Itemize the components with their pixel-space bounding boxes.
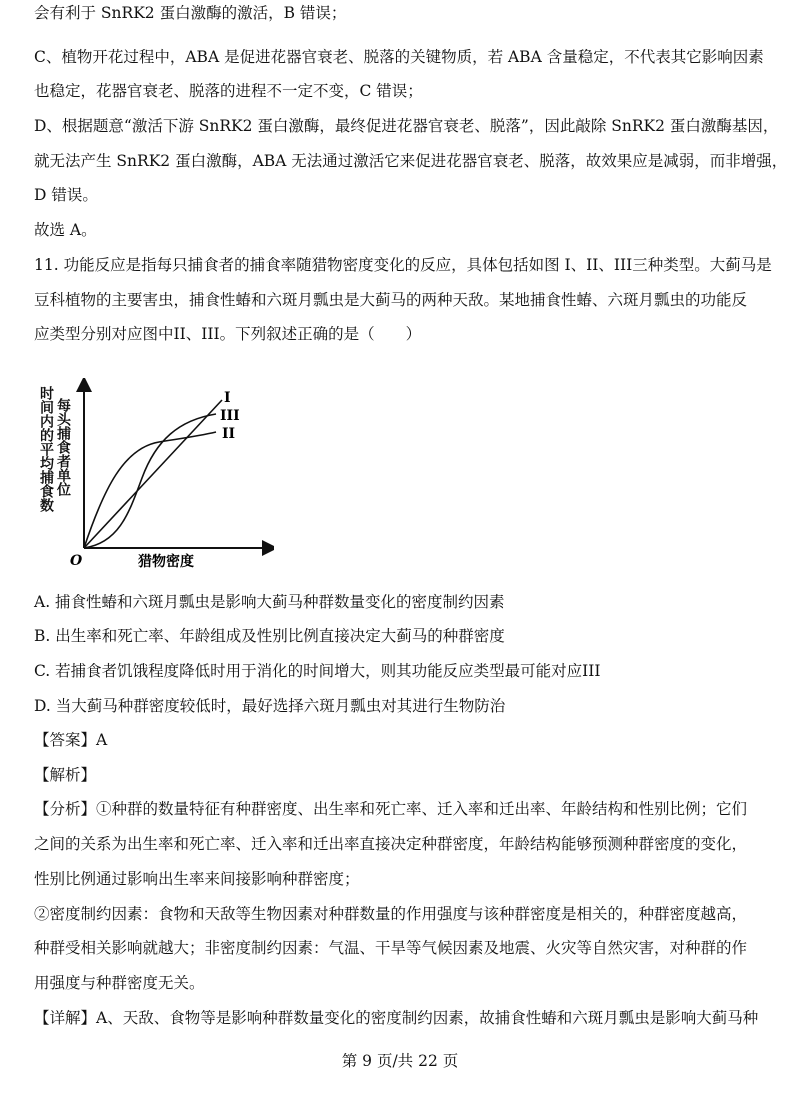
page-footer: 第 9 页/共 22 页: [341, 1052, 459, 1070]
curve-ii: [84, 432, 216, 548]
analysis-heading: 【解析】: [34, 766, 97, 784]
answer-line: 【答案】A: [34, 731, 108, 749]
analysis-line: ②密度制约因素：食物和天敌等生物因素对种群数量的作用强度与该种群密度是相关的，种群密度越高，: [34, 905, 748, 923]
question-line: 应类型分别对应图中II、III。下列叙述正确的是（ ）: [34, 325, 422, 343]
paragraph-line: D 错误。: [34, 186, 98, 204]
paragraph-line: C、植物开花过程中，ABA 是促进花器官衰老、脱落的关键物质，若 ABA 含量稳定，不代表其它影响因素: [34, 48, 764, 66]
paragraph-line: 就无法产生 SnRK2 蛋白激酶，ABA 无法通过激活它来促进花器官衰老、脱落，故效果应是减弱，而非增强，: [34, 152, 788, 170]
question-line: 豆科植物的主要害虫，捕食性蝽和六斑月瓢虫是大蓟马的两种天敌。某地捕食性蝽、六斑月瓢虫的功能反: [34, 291, 748, 309]
y-axis-label-col2: 时间内的平均捕食数: [38, 386, 54, 512]
analysis-line: 【分析】①种群的数量特征有种群密度、出生率和死亡率、迁入率和迁出率、年龄结构和性别比例；它们: [34, 800, 748, 818]
y-axis-label-col1: 每头捕食者单位: [55, 398, 71, 496]
curve-i: [84, 400, 222, 548]
paragraph-line: 会有利于 SnRK2 蛋白激酶的激活，B 错误；: [34, 4, 347, 22]
option-a: A. 捕食性蝽和六斑月瓢虫是影响大蓟马种群数量变化的密度制约因素: [34, 593, 505, 611]
functional-response-figure: [34, 378, 274, 574]
paragraph-line: 故选 A。: [34, 221, 97, 239]
analysis-line: 种群受相关影响就越大；非密度制约因素：气温、干旱等气候因素及地震、火灾等自然灾害，对种群的作: [34, 939, 748, 957]
option-d: D. 当大蓟马种群密度较低时，最好选择六斑月瓢虫对其进行生物防治: [34, 697, 506, 715]
analysis-line: 【详解】A、天敌、食物等是影响种群数量变化的密度制约因素，故捕食性蝽和六斑月瓢虫是影响大蓟马种: [34, 1009, 759, 1027]
x-axis-label: 猎物密度: [138, 554, 194, 570]
origin-label: O: [70, 553, 83, 569]
analysis-line: 用强度与种群密度无关。: [34, 974, 205, 992]
option-b: B. 出生率和死亡率、年龄组成及性别比例直接决定大蓟马的种群密度: [34, 627, 505, 645]
option-c: C. 若捕食者饥饿程度降低时用于消化的时间增大，则其功能反应类型最可能对应III: [34, 662, 601, 680]
paragraph-line: D、根据题意“激活下游 SnRK2 蛋白激酶，最终促进花器官衰老、脱落”，因此敲除 SnRK2 蛋白激酶基因，: [34, 117, 779, 135]
paragraph-line: 也稳定，花器官衰老、脱落的进程不一定不变，C 错误；: [34, 82, 423, 100]
analysis-line: 之间的关系为出生率和死亡率、迁入率和迁出率直接决定种群密度，年龄结构能够预测种群密度的变化，: [34, 835, 748, 853]
analysis-line: 性别比例通过影响出生率来间接影响种群密度；: [34, 870, 360, 888]
curve-label-iii: III: [220, 408, 240, 424]
curve-label-i: I: [224, 390, 231, 406]
curve-label-ii: II: [222, 426, 236, 442]
question-line: 11. 功能反应是指每只捕食者的捕食率随猎物密度变化的反应，具体包括如图 I、II、III三种类型。大蓟马是: [34, 256, 772, 274]
